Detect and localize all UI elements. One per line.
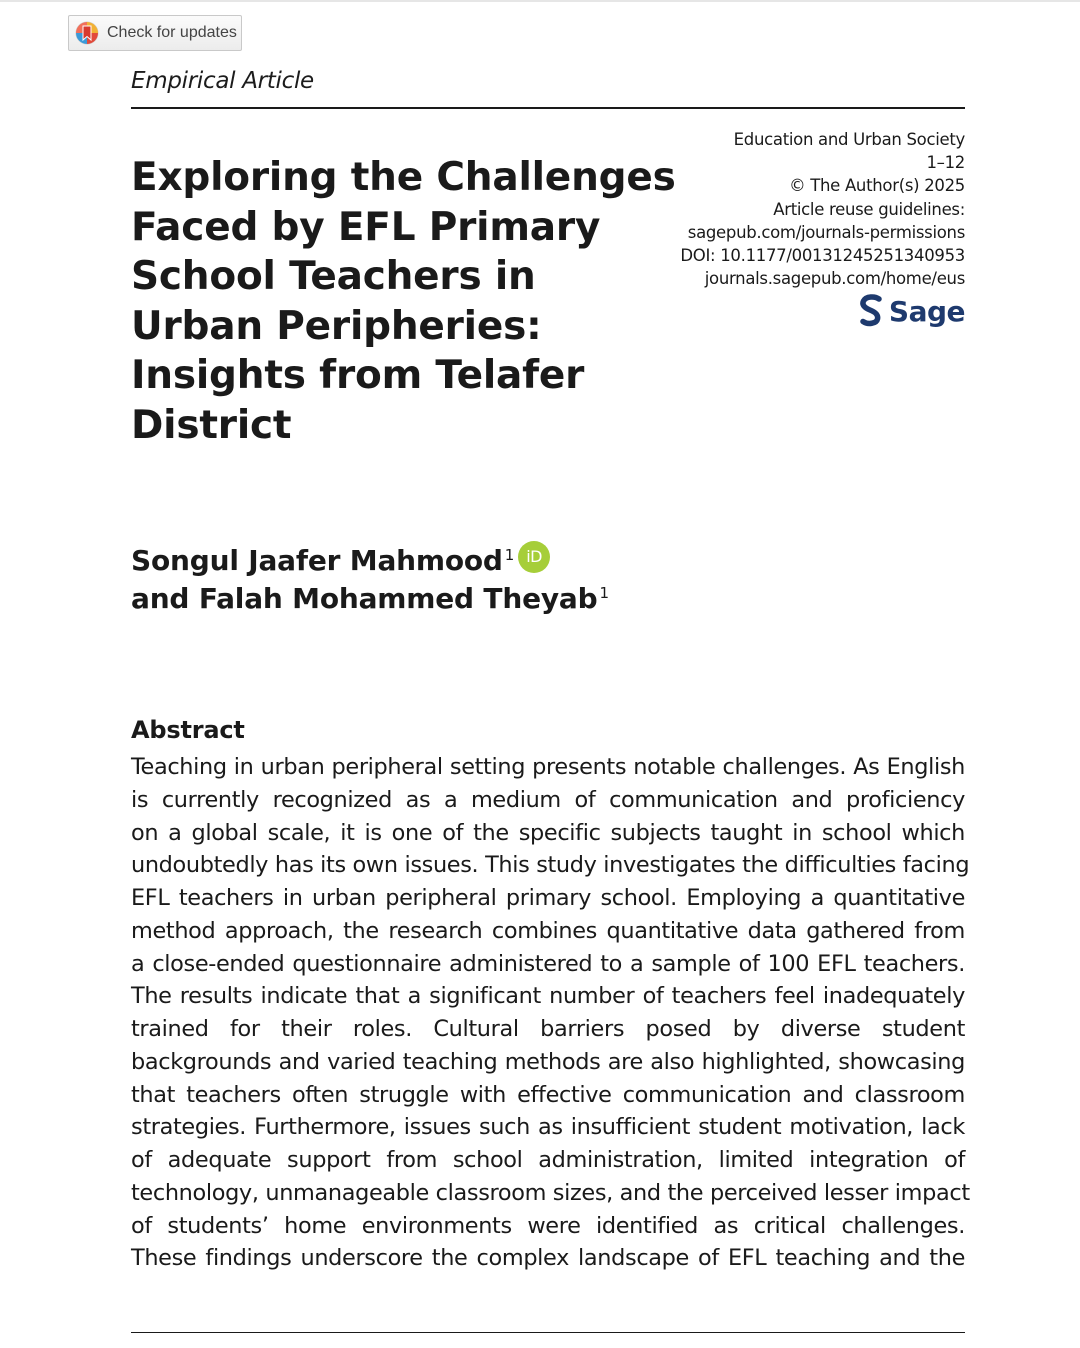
author-list	[131, 542, 609, 618]
top-border	[0, 0, 1080, 2]
orcid-icon[interactable]: iD	[518, 541, 550, 573]
journal-homepage-link[interactable]: journals.sagepub.com/home/eus	[704, 269, 965, 289]
abstract-line: of adequate support from school administration, limited integration of	[131, 1147, 965, 1173]
journal-name: Education and Urban Society	[733, 130, 965, 149]
abstract-line: strategies. Furthermore, issues such as insufficient student motivation, lack	[131, 1114, 965, 1141]
affiliation-marker: 1	[599, 584, 609, 602]
abstract-line: These findings underscore the complex landscape of EFL teaching and the	[131, 1245, 965, 1272]
permissions-link[interactable]: sagepub.com/journals-permissions	[687, 222, 965, 242]
check-for-updates-button[interactable]	[68, 15, 242, 51]
page-range: 1–12	[926, 153, 965, 173]
title-line: Insights from Telafer	[131, 353, 585, 398]
title-line: Urban Peripheries:	[131, 303, 542, 349]
abstract-line: a close-ended questionnaire administered to a sample of 100 EFL teachers.	[131, 950, 965, 977]
title-line: District	[131, 402, 292, 448]
author-name: and Falah Mohammed Theyab	[131, 582, 598, 615]
abstract-line: EFL teachers in urban peripheral primary school. Employing a quantitative	[131, 885, 965, 911]
abstract-text	[131, 751, 970, 1275]
sage-s-icon	[859, 294, 883, 328]
abstract-line: technology, unmanageable classroom sizes, and the perceived lesser impact	[131, 1179, 970, 1206]
title-line: Exploring the Challenges	[131, 155, 676, 200]
abstract-line: of students’ home environments were identified as critical challenges.	[131, 1212, 965, 1239]
abstract-line: trained for their roles. Cultural barriers posed by diverse student	[131, 1016, 965, 1042]
doi-link[interactable]: DOI: 10.1177/00131245251340953	[680, 246, 965, 266]
affiliation-marker: 1	[504, 546, 515, 564]
check-for-updates-label: Check for updates	[107, 24, 237, 41]
abstract-line: is currently recognized as a medium of communication and proficiency	[131, 786, 965, 813]
abstract-line: backgrounds and varied teaching methods are also highlighted, showcasing	[131, 1048, 965, 1075]
abstract-line: undoubtedly has its own issues. This study investigates the difficulties facing	[131, 852, 970, 879]
abstract-line: method approach, the research combines quantitative data gathered from	[131, 917, 965, 944]
abstract-line: Teaching in urban peripheral setting presents notable challenges. As English	[131, 754, 965, 780]
reuse-guidelines-label: Article reuse guidelines:	[773, 199, 965, 219]
sage-logo	[859, 294, 965, 328]
crossmark-icon	[75, 21, 99, 45]
title-line: Faced by EFL Primary	[131, 204, 601, 250]
article-title	[131, 153, 676, 450]
abstract-line: The results indicate that a significant number of teachers feel inadequately	[131, 983, 965, 1010]
author-name: Songul Jaafer Mahmood	[131, 544, 503, 577]
sage-wordmark: Sage	[888, 294, 965, 328]
journal-meta	[680, 128, 965, 290]
abstract-heading: Abstract	[131, 716, 245, 744]
author-line	[131, 580, 609, 618]
author-line	[131, 542, 609, 580]
article-type: Empirical Article	[131, 68, 314, 94]
copyright: © The Author(s) 2025	[789, 176, 965, 196]
abstract-line: that teachers often struggle with effective communication and classroom	[131, 1081, 965, 1108]
abstract-line: on a global scale, it is one of the specific subjects taught in school which	[131, 819, 965, 846]
footer-rule	[131, 1332, 965, 1333]
header-rule	[131, 107, 965, 109]
title-line: School Teachers in	[131, 254, 536, 299]
